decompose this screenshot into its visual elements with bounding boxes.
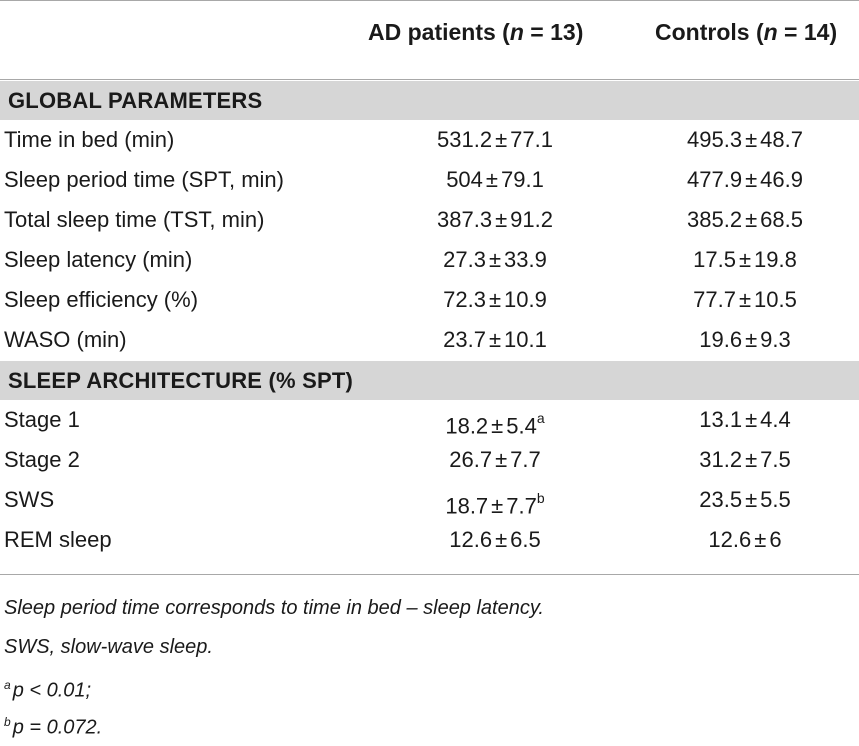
sd-value: 6.5 [510,527,541,552]
table-row [0,280,859,320]
section-sleep-architecture [0,361,859,400]
controls-header-n: n [763,19,778,45]
column-header-ad [368,12,583,52]
ad-value-cell [380,440,610,480]
plus-minus-sign: ± [488,327,502,352]
mean-value: 504 [446,167,483,192]
mean-value: 23.5 [699,487,743,512]
sd-value: 10.9 [504,287,547,312]
sd-value: 4.4 [760,407,791,432]
controls-value-cell [640,320,850,360]
plus-minus-sign: ± [491,493,504,519]
plus-minus-sign: ± [745,167,758,192]
mean-value: 531.2 [437,127,493,152]
footnote-marker: b [536,490,545,506]
plus-minus-sign: ± [745,487,758,512]
section-global-parameters [0,81,859,120]
plus-minus-sign: ± [745,407,758,432]
table-bottom-rule [0,574,859,575]
sd-value: 77.1 [510,127,553,152]
mean-value: 12.6 [449,527,493,552]
mean-value: 23.7 [443,327,486,352]
sd-value: 46.9 [760,167,803,192]
table-row [0,480,859,520]
sd-value: 10.5 [754,287,797,312]
plus-minus-sign: ± [738,287,752,312]
sd-value: 7.7 [510,447,541,472]
header-rule [0,79,859,80]
controls-header-count: = 14) [777,19,838,45]
controls-value-cell [640,280,850,320]
row-label: Total sleep time (TST, min) [4,207,265,232]
mean-value: 477.9 [687,167,743,192]
sd-value: 10.1 [504,327,547,352]
table-row [0,160,859,200]
top-rule [0,0,859,1]
footnote-spt: Sleep period time corresponds to time in bed – sleep latency. [4,597,544,619]
mean-value: 385.2 [687,207,743,232]
footnote-b-text: p = 0.072. [12,716,103,739]
mean-value: 18.7 [445,493,489,519]
controls-value-cell [640,480,850,520]
section-title: SLEEP ARCHITECTURE (% SPT) [8,368,354,393]
sd-value: 9.3 [760,327,791,352]
ad-value-cell [380,160,610,200]
table-row [0,400,859,440]
ad-header-count: = 13) [523,19,584,45]
ad-header-n: n [509,19,524,45]
footnote-a [4,667,91,709]
sd-value: 7.5 [760,447,791,472]
row-label: SWS [4,487,55,512]
column-header-controls [655,12,837,52]
controls-value-cell [640,440,850,480]
sd-value: 91.2 [510,207,553,232]
controls-value-cell [640,520,850,560]
row-label: REM sleep [4,527,112,552]
row-label: Time in bed (min) [4,127,175,152]
footnote-marker: a [536,410,545,426]
table-row [0,320,859,360]
footnote-b-mark: b [4,715,11,729]
table-row [0,120,859,160]
row-label: Sleep period time (SPT, min) [4,167,284,192]
table-row [0,240,859,280]
row-label: Sleep latency (min) [4,247,193,272]
sd-value: 19.8 [754,247,797,272]
plus-minus-sign: ± [745,127,758,152]
mean-value: 18.2 [445,413,489,439]
plus-minus-sign: ± [754,527,767,552]
controls-value-cell [640,160,850,200]
ad-value-cell [380,240,610,280]
row-label: Stage 2 [4,447,80,472]
mean-value: 27.3 [443,247,486,272]
ad-value-cell [380,200,610,240]
table-row [0,440,859,480]
sd-value: 48.7 [760,127,803,152]
mean-value: 13.1 [699,407,743,432]
footnote-sws: SWS, slow-wave sleep. [4,636,213,658]
plus-minus-sign: ± [495,127,508,152]
controls-header-label: Controls ( [655,19,764,45]
row-label: Sleep efficiency (%) [4,287,199,312]
plus-minus-sign: ± [488,247,502,272]
mean-value: 17.5 [693,247,736,272]
controls-value-cell [640,200,850,240]
plus-minus-sign: ± [495,527,508,552]
footnote-a-mark: a [4,678,11,692]
plus-minus-sign: ± [488,287,502,312]
plus-minus-sign: ± [495,447,508,472]
sd-value: 79.1 [500,167,544,192]
footnote-b [4,704,102,746]
row-label: WASO (min) [4,327,127,352]
plus-minus-sign: ± [495,207,508,232]
plus-minus-sign: ± [745,327,758,352]
mean-value: 19.6 [699,327,743,352]
mean-value: 12.6 [708,527,752,552]
footnote-a-text: p < 0.01; [12,679,92,702]
mean-value: 387.3 [437,207,493,232]
plus-minus-sign: ± [745,207,758,232]
mean-value: 26.7 [449,447,493,472]
controls-value-cell [640,400,850,440]
mean-value: 72.3 [443,287,486,312]
plus-minus-sign: ± [485,167,498,192]
ad-value-cell [380,320,610,360]
table-row [0,200,859,240]
table-row [0,520,859,560]
controls-value-cell [640,240,850,280]
ad-value-cell [380,520,610,560]
plus-minus-sign: ± [491,413,504,439]
sd-value: 5.5 [760,487,791,512]
sd-value: 33.9 [504,247,547,272]
ad-value-cell [380,280,610,320]
ad-value-cell [380,120,610,160]
sd-value: 6 [769,527,782,552]
row-label: Stage 1 [4,407,80,432]
controls-value-cell [640,120,850,160]
mean-value: 77.7 [693,287,736,312]
sd-value: 5.4 [506,413,537,439]
mean-value: 495.3 [687,127,743,152]
ad-header-label: AD patients ( [368,19,510,45]
sd-value: 7.7 [506,493,537,519]
section-title: GLOBAL PARAMETERS [8,88,263,113]
plus-minus-sign: ± [738,247,752,272]
sd-value: 68.5 [760,207,803,232]
mean-value: 31.2 [699,447,743,472]
plus-minus-sign: ± [745,447,758,472]
